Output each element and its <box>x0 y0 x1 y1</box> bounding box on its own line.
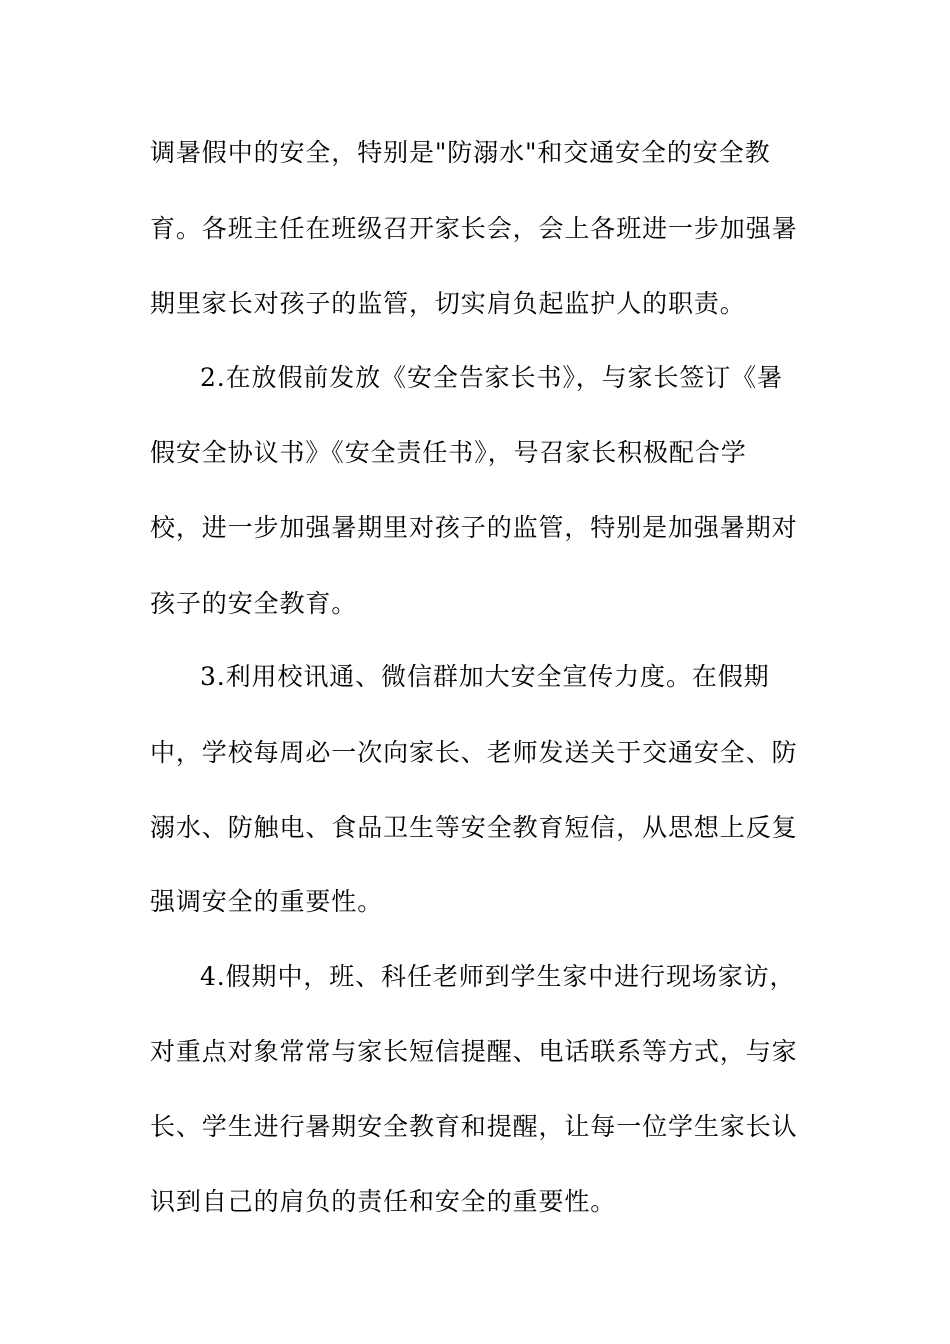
text-line: 长、学生进行暑期安全教育和提醒，让每一位学生家长认 <box>150 1112 798 1141</box>
text-line: 溺水、防触电、食品卫生等安全教育短信，从思想上反复 <box>150 813 798 842</box>
text-line: 假安全协议书》《安全责任书》，号召家长积极配合学 <box>150 438 747 467</box>
paragraph-4-first-line: 4.假期中，班、科任老师到学生家中进行现场家访， <box>200 962 796 991</box>
text-line: 对重点对象常常与家长短信提醒、电话联系等方式，与家 <box>150 1037 798 1066</box>
paragraph-3-first-line: 3.利用校讯通、微信群加大安全宣传力度。在假期 <box>200 662 770 691</box>
text-line: 识到自己的肩负的责任和安全的重要性。 <box>150 1187 617 1216</box>
text-line: 中，学校每周必一次向家长、老师发送关于交通安全、防 <box>150 738 798 767</box>
paragraph-2-first-line: 2.在放假前发放《安全告家长书》，与家长签订《暑 <box>200 363 783 392</box>
text-line: 育。各班主任在班级召开家长会，会上各班进一步加强暑 <box>150 214 798 243</box>
text-line: 孩子的安全教育。 <box>150 589 358 618</box>
text-line: 强调安全的重要性。 <box>150 887 384 916</box>
text-line: 调暑假中的安全，特别是"防溺水"和交通安全的安全教 <box>150 138 771 167</box>
text-line: 期里家长对孩子的监管，切实肩负起监护人的职责。 <box>150 289 746 318</box>
text-line: 校，进一步加强暑期里对孩子的监管，特别是加强暑期对 <box>150 513 798 542</box>
